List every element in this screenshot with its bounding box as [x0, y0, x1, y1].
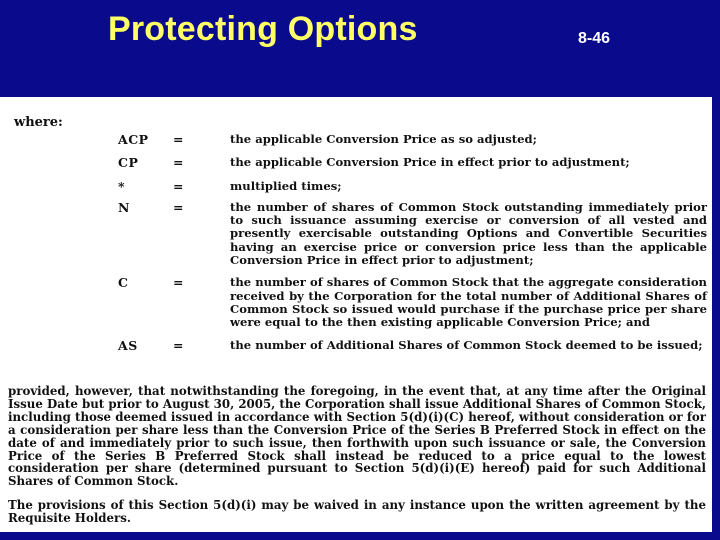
definition-c [118, 276, 708, 329]
document-scan [0, 97, 712, 532]
definition-text: the number of shares of Common Stock that the aggregate consideration received by the Corporation for the total number of Additional Shares of Common Stock so issued would purchase if the purchase price per share were equal to the then existing applicable Conversion Price; and [230, 275, 707, 330]
definition-text: the applicable Conversion Price in effect prior to adjustment; [230, 155, 630, 170]
equals-sign: = [173, 132, 184, 147]
definition-acp [118, 133, 708, 146]
equals-sign: = [173, 155, 184, 171]
slide-number: 8-46 [578, 30, 611, 47]
equals-sign: = [173, 337, 184, 353]
definition-symbol: N [118, 199, 130, 215]
definition-symbol: CP [118, 155, 139, 171]
definition-symbol: C [118, 275, 129, 291]
definition-symbol: * [118, 178, 126, 194]
equals-sign: = [173, 178, 184, 194]
closing-paragraph: The provisions of this Section 5(d)(i) may be waived in any instance upon the written agreement by the Requisite Holders. [8, 498, 706, 525]
slide-title: Protecting Options [108, 10, 418, 48]
definition-multiply [118, 180, 708, 193]
definition-text: multiplied times; [230, 178, 342, 193]
equals-sign: = [173, 199, 184, 215]
definition-text: the number of Additional Shares of Common Stock deemed to be issued; [230, 337, 703, 352]
definition-text: the applicable Conversion Price as so adjusted; [230, 132, 537, 146]
proviso-paragraph: provided, however, that notwithstanding the foregoing, in the event that, at any time after the Original Issue Date but prior to August 30, 2005, the Corporation shall issue Additional Shares of Common Stock, including those deemed issued in accordance with Section 5(d)(i)(C) hereof, without consideration or for a consideration per share less than the Conversion Price of the Series B Preferred Stock in effect on the date of and immediately prior to such issue, then forthwith upon such issuance or sale, the Conversion Price of the Series B Preferred Stock shall instead be reduced to a price equal to the lowest consideration per share (determined pursuant to Section 5(d)(i)(E) hereof) paid for such Additional Shares of Common Stock. [8, 384, 706, 489]
definition-n [118, 201, 708, 267]
definitions-list [118, 131, 708, 352]
equals-sign: = [173, 275, 184, 291]
definition-text: the number of shares of Common Stock outstanding immediately prior to such issuance assuming exercise or conversion of all vested and presently exercisable outstanding Options and Convertible Securities having an exercise price or conversion price less than the applicable Conversion Price in effect prior to adjustment; [230, 199, 707, 268]
definition-cp [118, 156, 708, 169]
definition-symbol: ACP [118, 132, 149, 147]
where-label: where: [14, 115, 63, 130]
definition-symbol: AS [118, 337, 138, 353]
definition-as [118, 339, 708, 352]
